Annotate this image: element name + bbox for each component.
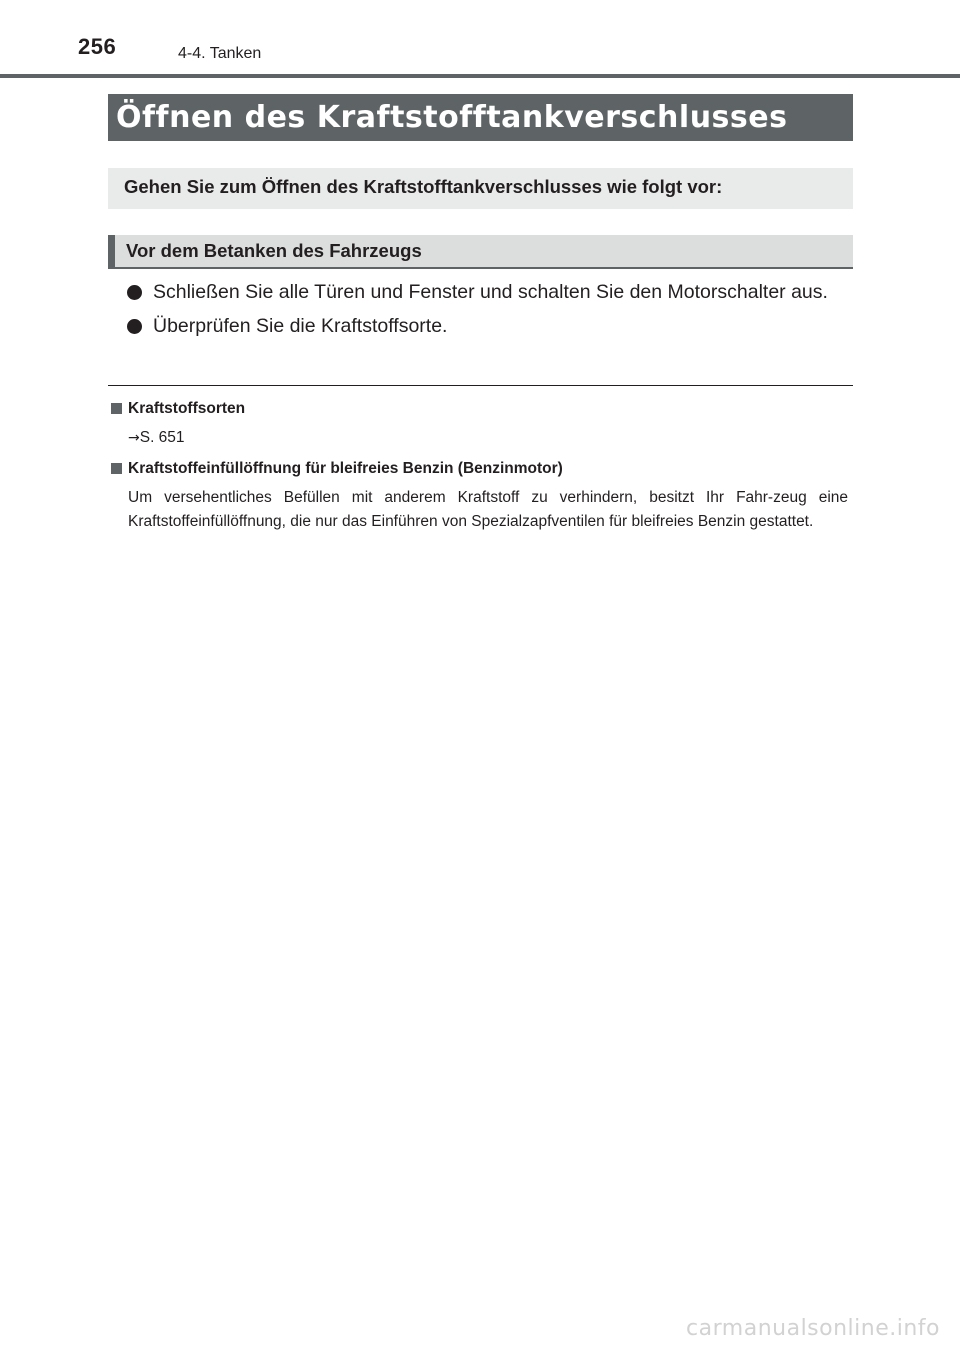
note-heading xyxy=(110,398,848,420)
page-title: Öffnen des Kraftstofftankverschlusses xyxy=(116,100,788,135)
intro-text: Gehen Sie zum Öffnen des Kraftstofftankverschlusses wie folgt vor: xyxy=(124,176,723,197)
subsection-accent xyxy=(108,235,115,269)
note-heading-text: Kraftstoffeinfüllöffnung für bleifreies Benzin (Benzinmotor) xyxy=(128,460,563,477)
page-reference-text: S. 651 xyxy=(139,429,185,446)
page-reference-link[interactable] xyxy=(110,426,848,450)
square-bullet-icon xyxy=(111,403,122,414)
arrow-right-icon: → xyxy=(128,430,140,446)
section-reference: 4-4. Tanken xyxy=(178,45,262,62)
bullet-icon xyxy=(127,319,142,334)
bullet-item xyxy=(125,278,847,307)
subsection-heading: Vor dem Betanken des Fahrzeugs xyxy=(126,240,422,261)
section-title-bar xyxy=(108,94,853,141)
note-fuel-types xyxy=(110,398,848,450)
bullet-list xyxy=(125,278,847,346)
note-heading-text: Kraftstoffsorten xyxy=(128,400,246,417)
note-filler-opening xyxy=(110,458,848,534)
square-bullet-icon xyxy=(111,463,122,474)
note-heading xyxy=(110,458,848,480)
bullet-item xyxy=(125,312,847,341)
note-body: Um versehentliches Befüllen mit anderem Kraftstoff zu verhindern, besitzt Ihr Fahr-zeug eine Kraftstoffeinfüllöffnung, die nur das Einführen von Spezialzapfventilen für bleifreies Benzin gestattet. xyxy=(128,489,848,530)
subsection-heading-bar xyxy=(108,235,853,269)
bullet-text: Überprüfen Sie die Kraftstoffsorte. xyxy=(153,315,448,337)
bullet-text: Schließen Sie alle Türen und Fenster und schalten Sie den Motorschalter aus. xyxy=(153,281,828,303)
notes-divider xyxy=(108,385,853,386)
header-divider xyxy=(0,74,960,78)
footer-watermark: carmanualsonline.info xyxy=(686,1316,940,1341)
intro-box xyxy=(108,168,853,209)
page-number: 256 xyxy=(78,34,117,59)
bullet-icon xyxy=(127,285,142,300)
